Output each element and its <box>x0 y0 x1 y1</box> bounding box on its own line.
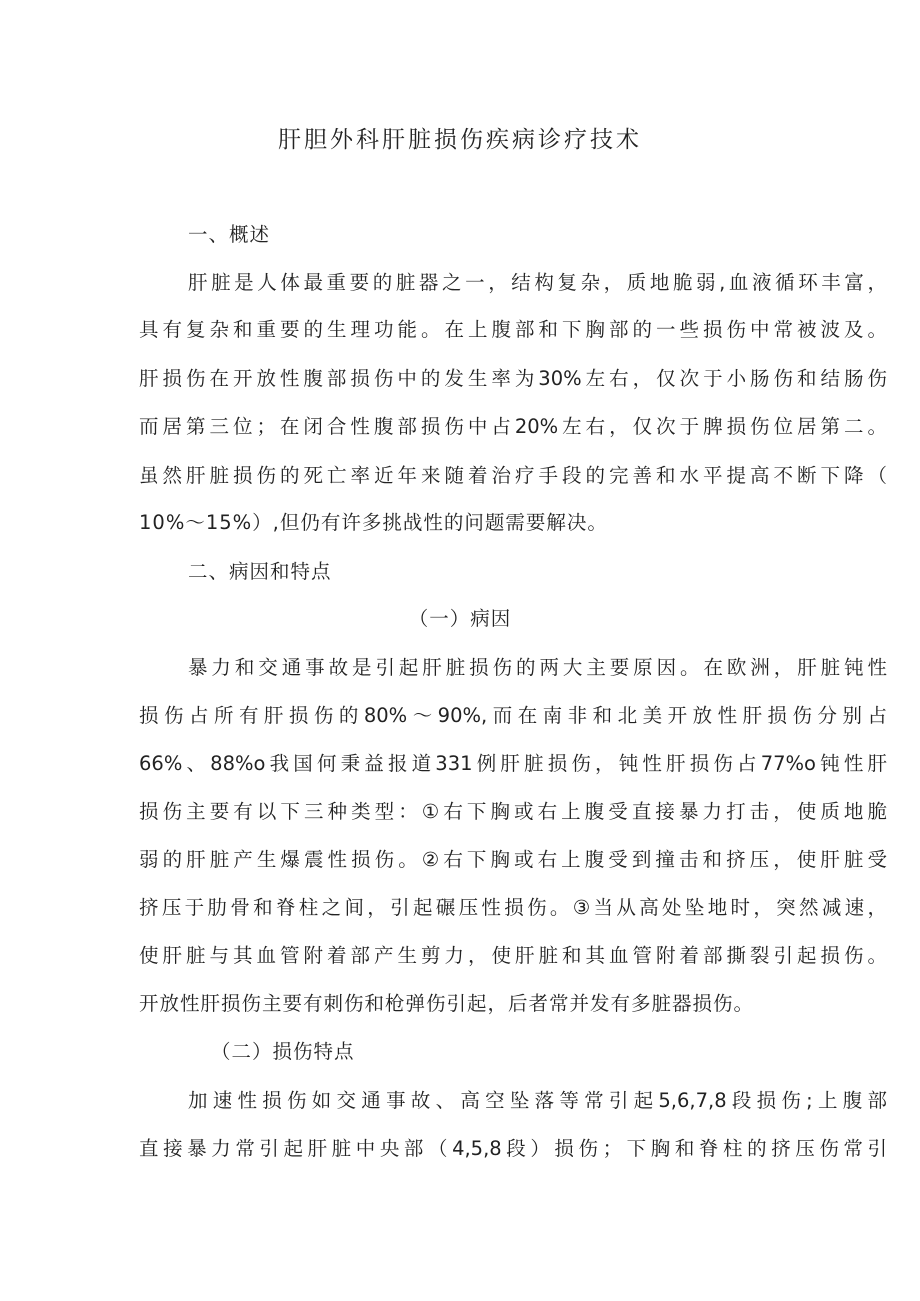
section-heading-etiology: 二、病因和特点 <box>188 560 332 583</box>
overview-line-3: 肝损伤在开放性腹部损伤中的发生率为30%左右，仅次于小肠伤和结肠伤 <box>139 367 887 390</box>
features-line-2: 直接暴力常引起肝脏中央部（4,5,8段）损伤；下胸和脊柱的挤压伤常引 <box>139 1137 887 1160</box>
document-title: 肝胆外科肝脏损伤疾病诊疗技术 <box>278 127 642 153</box>
cause-line-2: 损伤占所有肝损伤的80%～90%,而在南非和北美开放性肝损伤分别占 <box>139 704 887 727</box>
cause-line-3: 66%、88%o我国何秉益报道331例肝脏损伤，钝性肝损伤占77%o钝性肝 <box>139 752 887 775</box>
cause-line-7: 使肝脏与其血管附着部产生剪力，使肝脏和其血管附着部撕裂引起损伤。 <box>139 944 887 967</box>
overview-line-5: 虽然肝脏损伤的死亡率近年来随着治疗手段的完善和水平提高不断下降（ <box>139 464 887 487</box>
features-line-1: 加速性损伤如交通事故、高空坠落等常引起5,6,7,8段损伤;上腹部 <box>188 1089 887 1112</box>
cause-line-8: 开放性肝损伤主要有刺伤和枪弹伤引起，后者常并发有多脏器损伤。 <box>139 992 755 1015</box>
overview-line-6: 10%～15%）,但仍有许多挑战性的问题需要解决。 <box>139 511 608 534</box>
overview-line-1: 肝脏是人体最重要的脏器之一，结构复杂，质地脆弱,血液循环丰富， <box>188 271 887 294</box>
subsection-heading-cause: （一）病因 <box>408 607 512 630</box>
section-heading-overview: 一、概述 <box>188 223 271 246</box>
cause-line-4: 损伤主要有以下三种类型：①右下胸或右上腹受直接暴力打击，使质地脆 <box>139 800 887 823</box>
subsection-heading-features: （二）损伤特点 <box>211 1040 355 1063</box>
overview-line-2: 具有复杂和重要的生理功能。在上腹部和下胸部的一些损伤中常被波及。 <box>139 318 887 341</box>
cause-line-5: 弱的肝脏产生爆震性损伤。②右下胸或右上腹受到撞击和挤压，使肝脏受 <box>139 848 887 871</box>
cause-line-1: 暴力和交通事故是引起肝脏损伤的两大主要原因。在欧洲，肝脏钝性 <box>188 656 887 679</box>
cause-line-6: 挤压于肋骨和脊柱之间，引起碾压性损伤。③当从高处坠地时，突然减速， <box>139 896 887 919</box>
overview-line-4: 而居第三位；在闭合性腹部损伤中占20%左右，仅次于脾损伤位居第二。 <box>139 415 887 438</box>
